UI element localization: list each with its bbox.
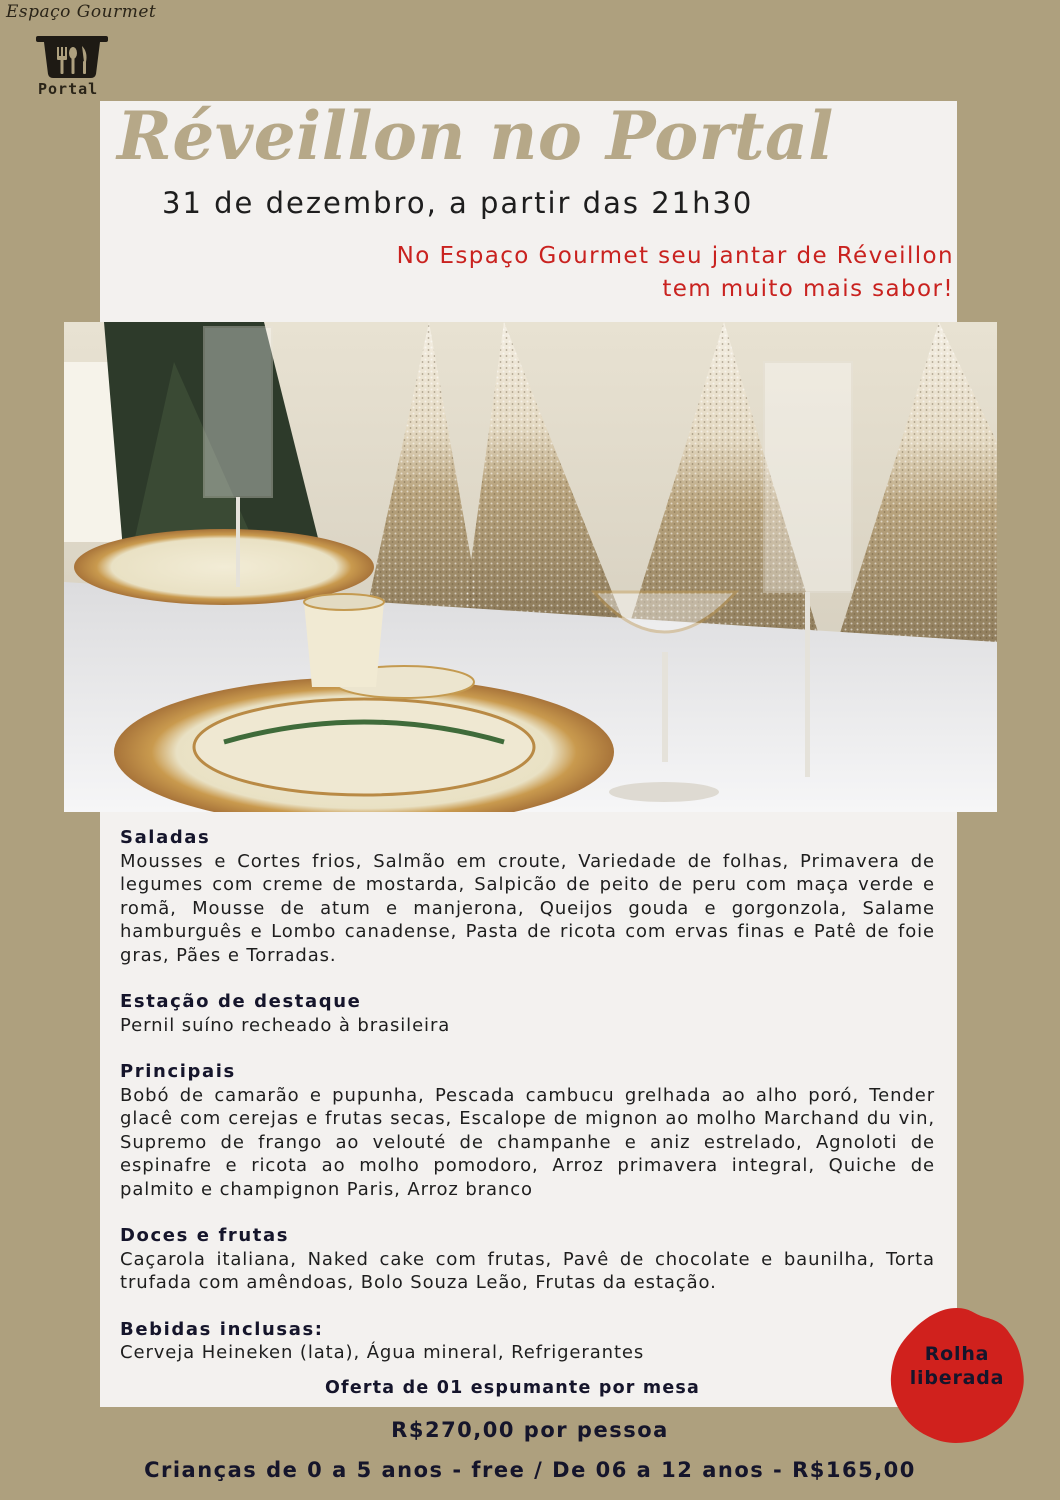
- seal-line-1: Rolha: [924, 1343, 990, 1365]
- promo-line-2: tem muito mais sabor!: [662, 276, 954, 302]
- section-items: Cerveja Heineken (lata), Água mineral, Refrigerantes: [120, 1342, 645, 1363]
- section-items: Bobó de camarão e pupunha, Pescada cambucu grelhada ao alho poró, Tender glacê com cerejas e frutas secas, Escalope de mignon ao molho Marchand du vin, Supremo de frango ao velouté de champanhe e aniz estrelado, Agnoloti de espinafre e ricota ao molho pomodoro, Arroz primavera integral, Quiche de palmito e champignon Paris, Arroz branco: [120, 1084, 935, 1200]
- section-heading: Principais: [120, 1061, 236, 1082]
- menu-section-estacao-destaque: [120, 990, 935, 1037]
- brand-script-name: Espaço Gourmet: [6, 2, 157, 22]
- brand-logo-word: Portal: [38, 80, 99, 98]
- section-heading: Doces e frutas: [120, 1225, 290, 1246]
- seal-text: [886, 1342, 1028, 1390]
- pot-with-cutlery-icon: [36, 34, 108, 78]
- sparkling-wine-offer: Oferta de 01 espumante por mesa: [324, 1378, 701, 1398]
- menu-list: [120, 826, 935, 1388]
- page-title: Réveillon no Portal: [117, 97, 834, 175]
- promo-line-1: No Espaço Gourmet seu jantar de Réveillon: [396, 243, 954, 269]
- menu-section-bebidas: [120, 1318, 935, 1365]
- event-date: 31 de dezembro, a partir das 21h30: [162, 186, 754, 220]
- section-heading: Saladas: [120, 827, 211, 848]
- section-items: Mousses e Cortes frios, Salmão em croute, Variedade de folhas, Primavera de legumes com creme de mostarda, Salpicão de peito de peru com maça verde e romã, Mousse de atum e manjerona, Queijos gouda e gorgonzola, Salame hamburguês e Lombo canadense, Pasta de ricota com ervas finas e Patê de foie gras, Pães e Torradas.: [120, 850, 935, 966]
- section-items: Pernil suíno recheado à brasileira: [120, 1014, 451, 1036]
- seal-line-2: liberada: [909, 1367, 1005, 1389]
- section-heading: Bebidas inclusas:: [120, 1318, 324, 1340]
- menu-section-doces-frutas: [120, 1224, 935, 1295]
- children-price: Crianças de 0 a 5 anos - free / De 06 a 12 anos - R$165,00: [144, 1458, 916, 1482]
- section-items: Caçarola italiana, Naked cake com frutas, Pavê de chocolate e baunilha, Torta trufada com amêndoas, Bolo Souza Leão, Frutas da estação.: [120, 1248, 935, 1293]
- festive-table-setting-image: [64, 322, 997, 812]
- promo-tagline: [397, 240, 954, 306]
- menu-section-saladas: [120, 826, 935, 967]
- section-heading: Estação de destaque: [120, 991, 362, 1012]
- menu-section-principais: [120, 1060, 935, 1201]
- adult-price: R$270,00 por pessoa: [391, 1418, 669, 1442]
